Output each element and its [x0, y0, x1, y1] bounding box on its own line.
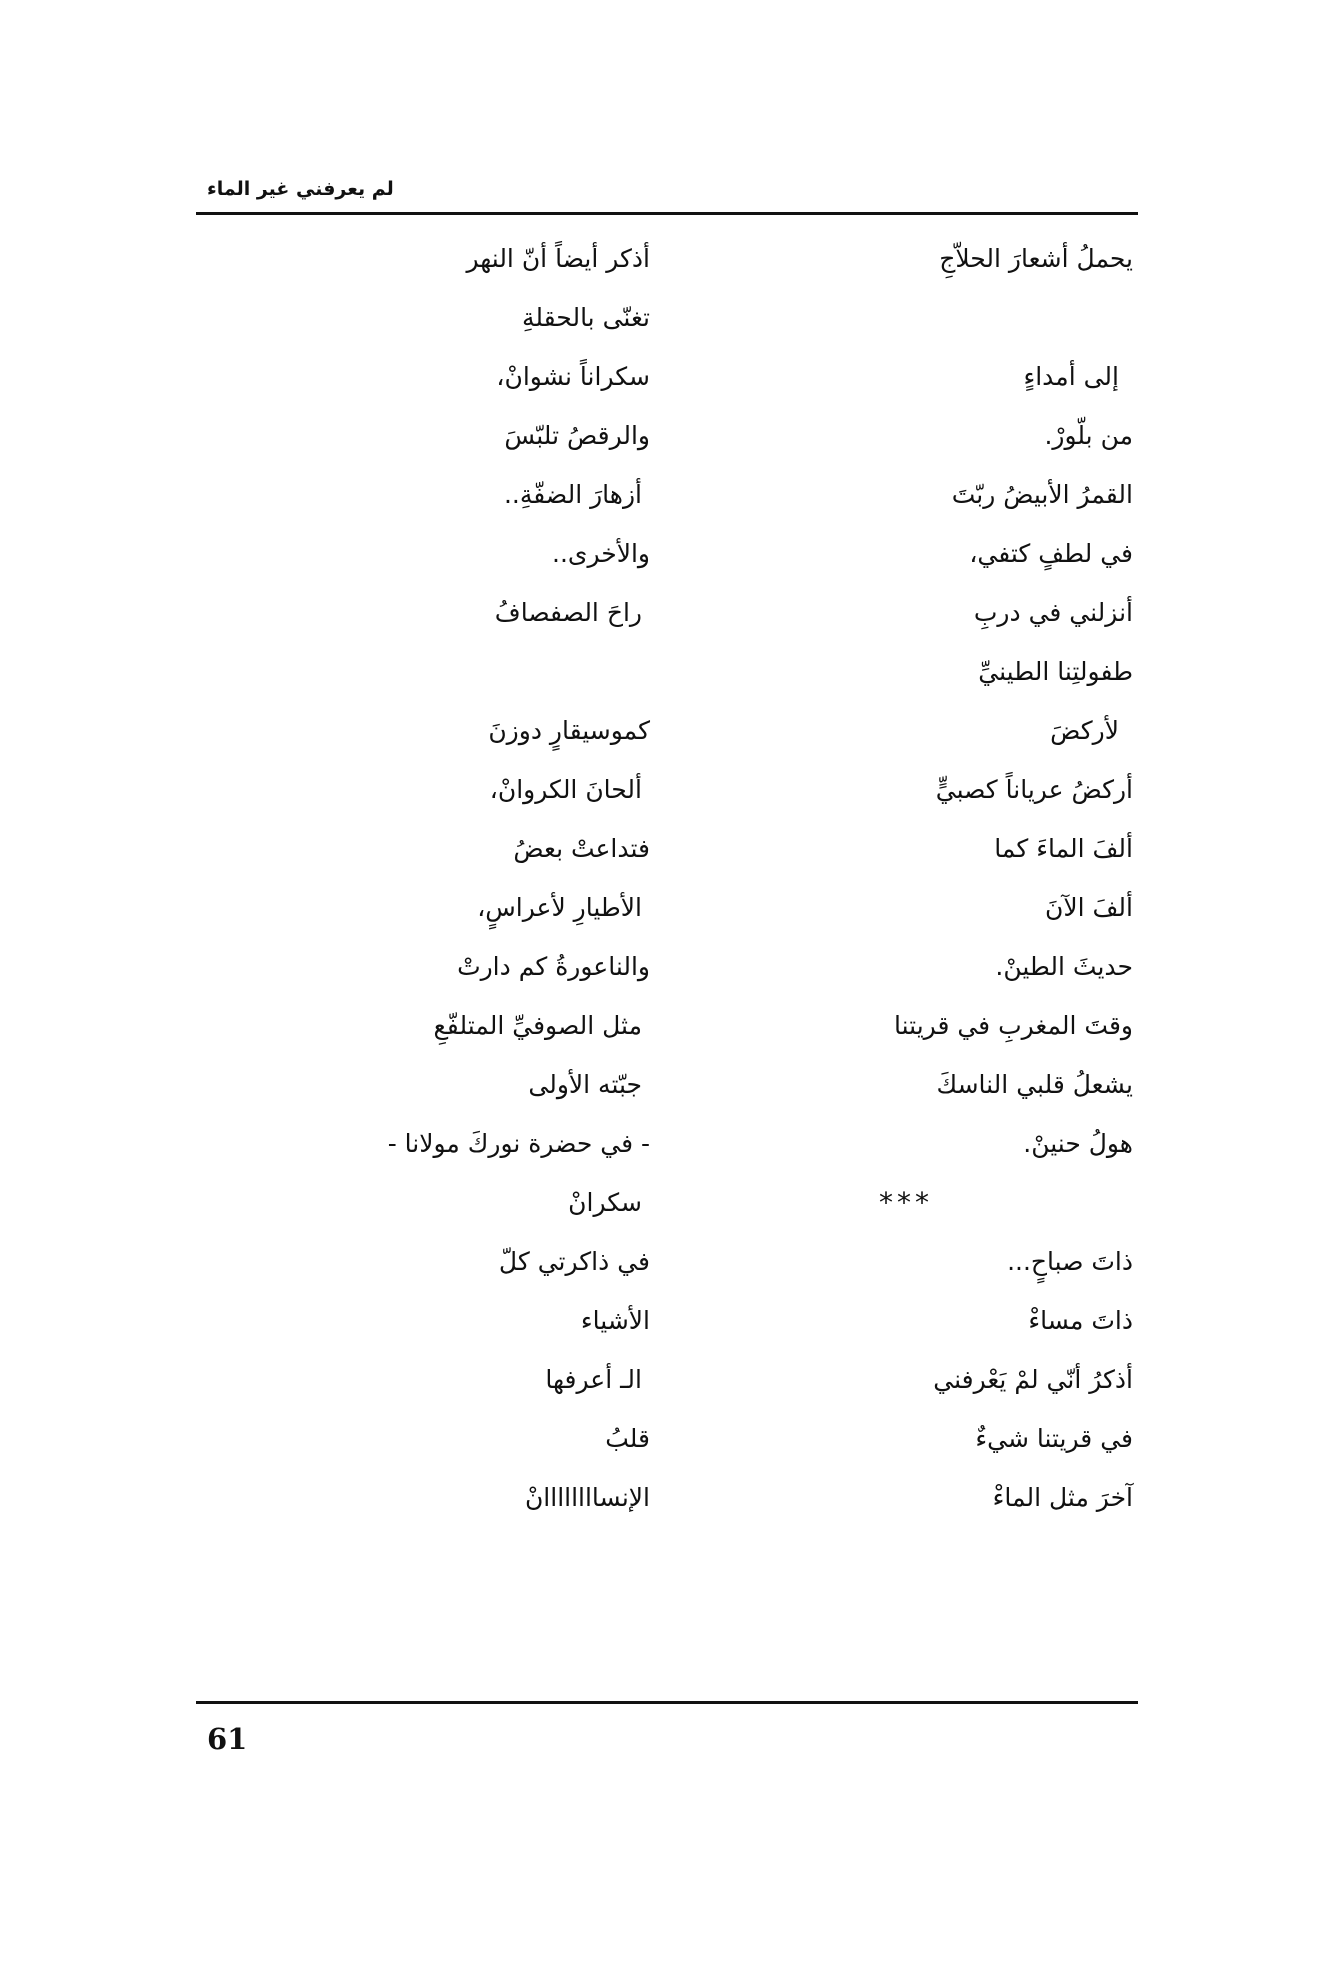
poem-line: سكراناً نشوانْ،	[496, 362, 650, 391]
poem-line: كموسيقارٍ دوزنَ	[488, 716, 650, 745]
poem-line: ألفَ الماءَ كما	[994, 834, 1133, 863]
poem-line: الأطيارِ لأعراسٍ،	[477, 893, 642, 922]
poem-line: والرقصُ تلبّسَ	[504, 421, 650, 450]
poem-line: والأخرى..	[552, 539, 650, 568]
poem-line: هولُ حنينْ.	[1023, 1129, 1133, 1158]
footer-rule	[196, 1701, 1138, 1704]
poem-line: ألحانَ الكروانْ،	[489, 775, 642, 804]
poem-line: جبّته الأولى	[528, 1070, 642, 1099]
poem-line: يحملُ أشعارَ الحلاّجِ	[939, 244, 1133, 273]
poem-line: سكرانْ	[568, 1188, 642, 1217]
poem-line: ذاتَ مساءْ	[1028, 1306, 1133, 1335]
poem-line: أذكر أيضاً أنّ النهر	[466, 244, 650, 273]
poem-line: الإنساااااااانْ	[524, 1483, 650, 1512]
poem-line: مثل الصوفيِّ المتلفّعِ	[433, 1011, 642, 1040]
poem-line: القمرُ الأبيضُ ربّتَ	[951, 480, 1133, 509]
header-rule	[196, 212, 1138, 215]
poem-line: فتداعتْ بعضُ	[513, 834, 650, 863]
poem-line: تغنّى بالحقلةِ	[521, 303, 650, 332]
poem-line: الـ أعرفها	[545, 1365, 642, 1394]
poem-line: وقتَ المغربِ في قريتنا	[893, 1011, 1133, 1040]
poem-line: الأشياء	[580, 1306, 650, 1335]
poem-line: حديثَ الطينْ.	[995, 952, 1133, 981]
poem-line: أذكرُ أنّي لمْ يَعْرفني	[933, 1365, 1133, 1394]
poem-line: ذاتَ صباحٍ...	[1007, 1247, 1133, 1276]
poem-line: والناعورةُ كم دارتْ	[457, 952, 650, 981]
poem-line: يشعلُ قلبي الناسكَ	[936, 1070, 1133, 1099]
poem-line: قلبُ	[605, 1424, 650, 1453]
poem-line: ألفَ الآنَ	[1045, 893, 1133, 922]
poem-line: طفولتِنا الطينيِّ	[978, 657, 1133, 686]
section-break: ***	[879, 1186, 933, 1219]
poem-line: راحَ الصفصافُ	[494, 598, 642, 627]
poem-line: في قريتنا شيءٌ	[975, 1424, 1133, 1453]
poem-line: من بلّورْ.	[1044, 421, 1133, 450]
poem-line: إلى أمداءٍ	[1023, 362, 1119, 391]
poem-line: في ذاكرتي كلّ	[498, 1247, 650, 1276]
poem-line: أنزلني في دربِ	[973, 598, 1133, 627]
poem-line: أركضُ عرياناً كصبيٍّ	[935, 775, 1133, 804]
poem-line: آخرَ مثل الماءْ	[992, 1483, 1133, 1512]
poem-line: - في حضرة نوركَ مولانا -	[387, 1129, 650, 1158]
poem-line: في لطفٍ كتفي،	[969, 539, 1133, 568]
poem-line: أزهارَ الضفّةِ..	[503, 480, 642, 509]
running-header: لم يعرفني غير الماء	[207, 178, 394, 200]
poem-line: لأركضَ	[1050, 716, 1119, 745]
page-number: 61	[207, 1722, 248, 1756]
